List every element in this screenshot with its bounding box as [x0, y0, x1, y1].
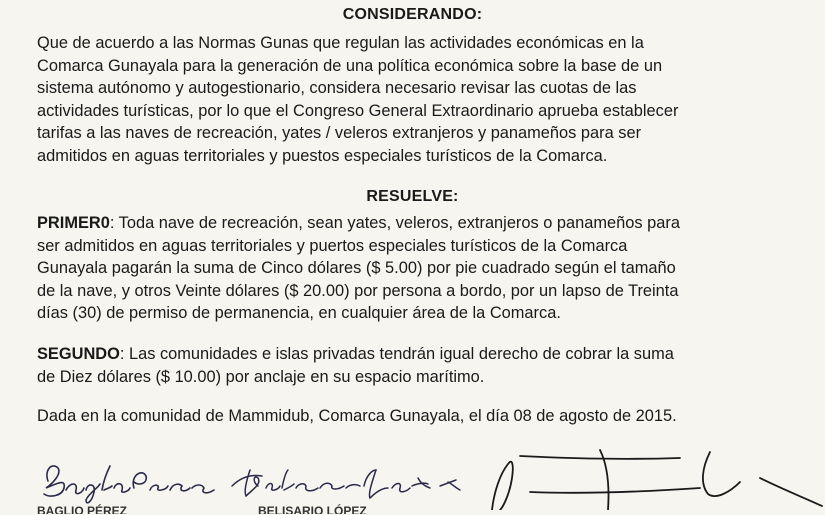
primero-paragraph	[37, 212, 785, 325]
segundo-first-line-text: : Las comunidades e islas privadas tendrán igual derecho de cobrar la suma	[119, 345, 674, 363]
segundo-paragraph	[37, 343, 785, 388]
heading-resuelve: RESUELVE:	[366, 188, 459, 205]
signature-2	[232, 470, 460, 498]
dada-line: Dada en la comunidad de Mammidub, Comarca Gunayala, el día 08 de agosto de 2015.	[37, 407, 677, 425]
primero-line: ser admitidos en aguas territoriales y puertos especiales turísticos de la Comarca	[37, 236, 628, 255]
primero-line: Gunayala pagarán la suma de Cinco dólares ($ 5.00) por pie cuadrado según el tamaño	[37, 259, 676, 278]
considerando-line: admitidos en aguas territoriales y puestos especiales turísticos de la Comarca.	[37, 146, 608, 165]
signatures-area	[0, 448, 825, 514]
heading-considerando: CONSIDERANDO:	[342, 6, 483, 23]
primero-line: días (30) de permiso de permanencia, en cualquier área de la Comarca.	[37, 304, 561, 323]
signature-1-printed-name: BAGLIO PÉREZ	[37, 504, 128, 514]
dada-paragraph	[37, 405, 785, 428]
signature-3	[492, 450, 822, 510]
signature-1	[44, 466, 214, 503]
signatures-drawing	[0, 448, 825, 510]
primero-line: de la nave, y otros Veinte dólares ($ 20.00) por persona a bordo, por un lapso de Treinta	[37, 281, 679, 300]
considerando-line: Que de acuerdo a las Normas Gunas que regulan las actividades económicas en la	[37, 34, 644, 52]
primero-line	[37, 212, 785, 235]
segundo-line	[37, 343, 785, 366]
segundo-line: de Diez dólares ($ 10.00) por anclaje en su espacio marítimo.	[37, 367, 485, 386]
considerando-line: tarifas a las naves de recreación, yates / veleros extranjeros y panameños para ser	[37, 124, 642, 143]
considerando-paragraph	[37, 32, 785, 168]
considerando-line: sistema autónomo y autogestionario, considera necesario revisar las cuotas de las	[37, 79, 637, 98]
segundo-label: SEGUNDO	[37, 345, 120, 363]
signature-2-printed-name: BELISARIO LÓPEZ	[258, 504, 367, 514]
considerando-line: Comarca Gunayala para la generación de una política económica sobre la base de un	[37, 56, 663, 75]
primero-label: PRIMER0	[37, 214, 110, 232]
primero-first-line-text: : Toda nave de recreación, sean yates, veleros, extranjeros o panameños para	[109, 214, 680, 232]
considerando-line: actividades turísticas, por lo que el Congreso General Extraordinario aprueba establecer	[37, 101, 679, 120]
